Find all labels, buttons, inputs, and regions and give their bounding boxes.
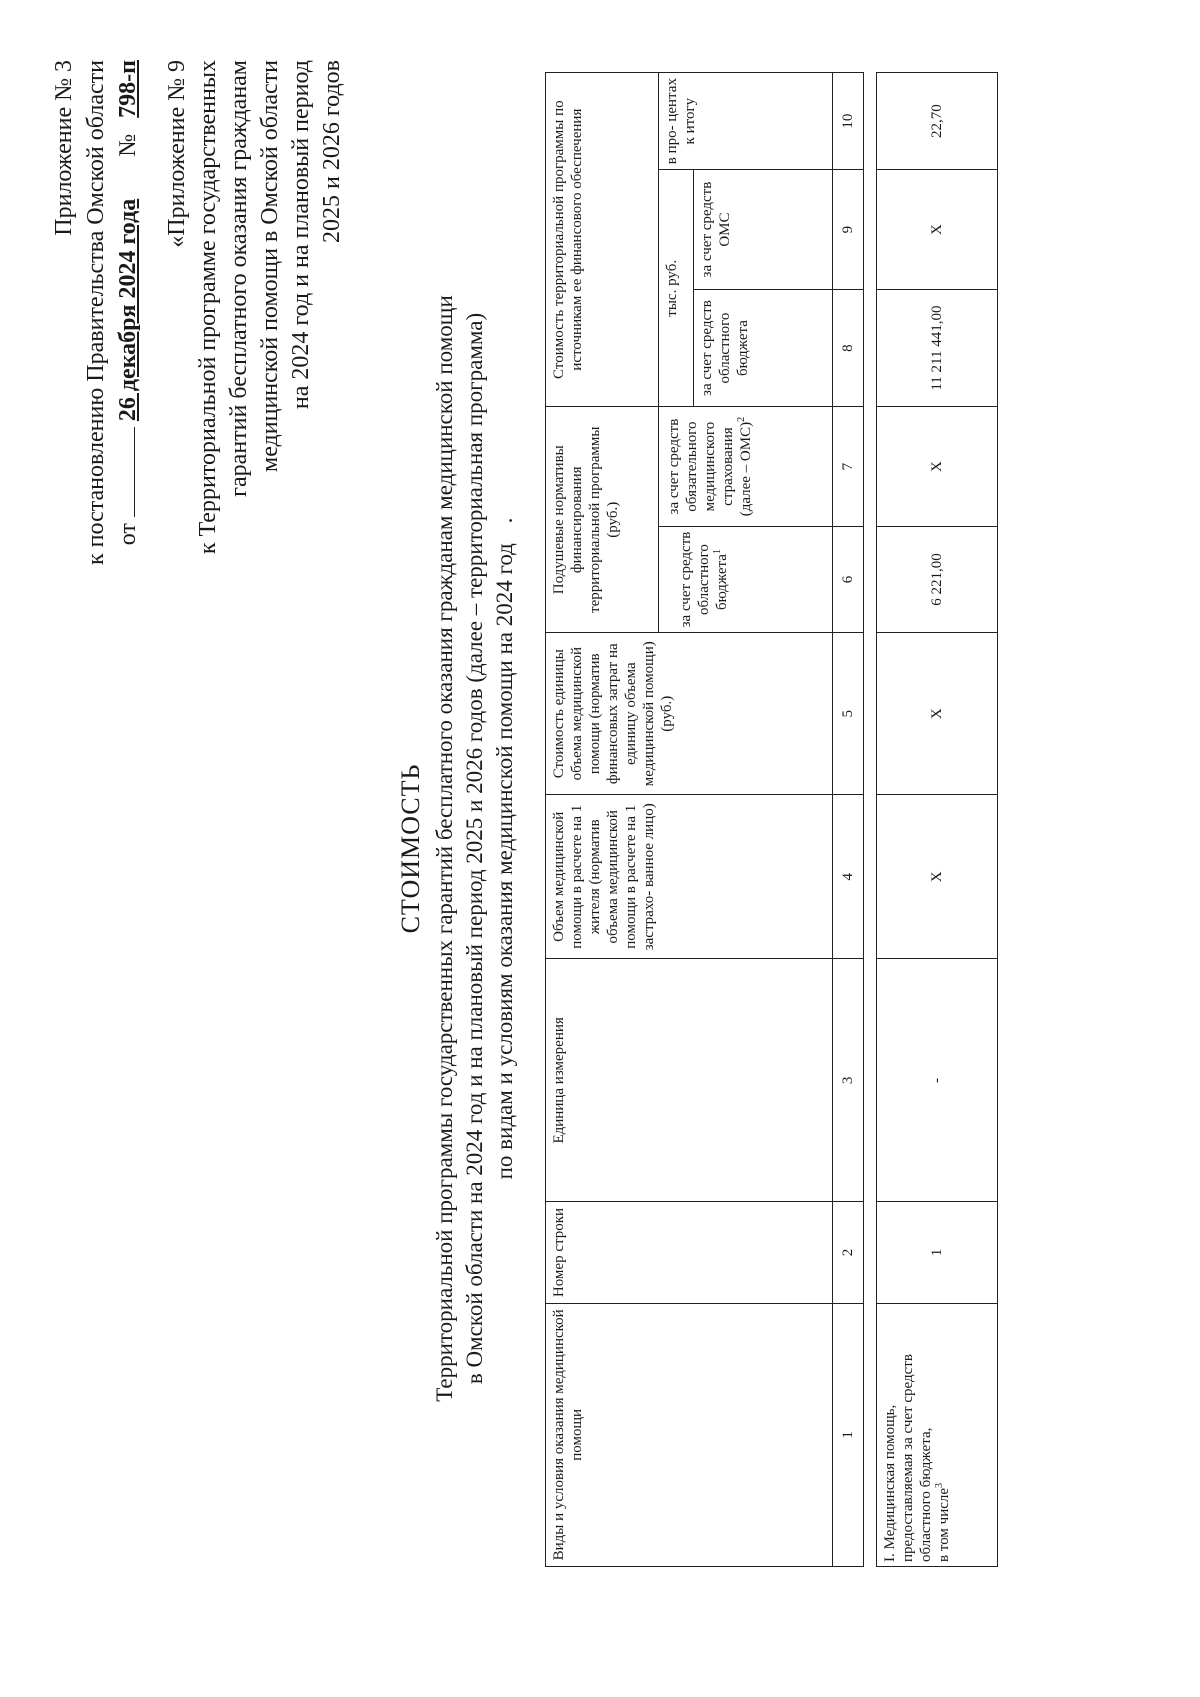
subtitle-line-1: Территориальной программы государственных гарантий бесплатного оказания гражданам медицинской помощи bbox=[432, 295, 457, 1402]
gap-cell bbox=[864, 289, 877, 406]
header-percent: в про- центах к итогу bbox=[659, 73, 833, 170]
prev-appendix-label: «Приложение № 9 bbox=[164, 60, 190, 248]
program-line-2: гарантий бесплатного оказания гражданам bbox=[226, 60, 252, 497]
subtitle-line-2: в Омской области на 2024 год и на плановый период 2025 и 2026 годов (далее – территориальная программа) bbox=[462, 312, 487, 1385]
header-unit: Единица измерения bbox=[546, 959, 833, 1202]
footnote-2-mark: 2 bbox=[736, 416, 747, 422]
cost-table bbox=[545, 72, 998, 1567]
document-subtitle bbox=[430, 0, 520, 1697]
col-number-3: 3 bbox=[833, 959, 864, 1202]
row-unit-cost: Х bbox=[877, 633, 998, 795]
row-line-number: 1 bbox=[877, 1202, 998, 1303]
program-line-3: медицинской помощи в Омской области bbox=[257, 60, 283, 472]
header-per-capita-budget bbox=[659, 526, 833, 632]
header-per-capita-budget-text: за счет средств областного бюджета bbox=[678, 531, 730, 628]
col-number-6: 6 bbox=[833, 526, 864, 632]
header-per-capita-group: Подушевые нормативы финансирования территориальной программы (руб.) bbox=[546, 407, 659, 633]
header-line-number: Номер строки bbox=[546, 1202, 833, 1303]
header-per-capita-oms bbox=[659, 407, 833, 527]
header-kinds: Виды и условия оказания медицинской помощи bbox=[546, 1303, 833, 1566]
row-volume: Х bbox=[877, 795, 998, 959]
col-number-10: 10 bbox=[833, 73, 864, 170]
gap-cell bbox=[864, 959, 877, 1202]
header-per-capita-oms-text: за счет средств обязательного медицинского страхования (далее – ОМС) bbox=[666, 418, 754, 517]
subtitle-line-3-wrap bbox=[490, 0, 520, 1697]
gap-cell bbox=[864, 73, 877, 170]
resolution-number: 798-п bbox=[115, 60, 141, 118]
program-line-5: 2025 и 2026 годов bbox=[319, 60, 345, 243]
header-block bbox=[48, 60, 144, 577]
gap-cell bbox=[864, 795, 877, 959]
subtitle-tail: . bbox=[492, 517, 517, 524]
col-number-5: 5 bbox=[833, 633, 864, 795]
row-unit: - bbox=[877, 959, 998, 1202]
col-number-8: 8 bbox=[833, 289, 864, 406]
header-unit-cost: Стоимость единицы объема медицинской помощи (норматив финансовых затрат на единицу объема медицинской помощи) (руб.) bbox=[546, 633, 833, 795]
document-title: СТОИМОСТЬ bbox=[396, 763, 425, 934]
from-label: от bbox=[115, 523, 141, 546]
number-label: № bbox=[115, 133, 141, 157]
header-cost-budget: за счет средств областного бюджета bbox=[694, 289, 833, 406]
gap-cell bbox=[864, 1202, 877, 1303]
gap-cell bbox=[864, 526, 877, 632]
col-number-2: 2 bbox=[833, 1202, 864, 1303]
gap-cell bbox=[864, 633, 877, 795]
resolution-date: 26 декабря 2024 года bbox=[115, 198, 141, 422]
header-cost-oms: за счет средств ОМС bbox=[694, 170, 833, 290]
column-number-row bbox=[833, 73, 864, 1567]
row-cost-budget: 11 211 441,00 bbox=[877, 289, 998, 406]
col-number-1: 1 bbox=[833, 1303, 864, 1566]
col-number-4: 4 bbox=[833, 795, 864, 959]
program-line-1: к Территориальной программе государственных bbox=[195, 60, 221, 555]
row-per-capita-oms: Х bbox=[877, 407, 998, 527]
resolution-label: к постановлению Правительства Омской области bbox=[83, 60, 109, 566]
table-gap-row bbox=[864, 73, 877, 1567]
row-cost-oms: Х bbox=[877, 170, 998, 290]
gap-cell bbox=[864, 170, 877, 290]
program-block bbox=[162, 60, 348, 554]
header-row-1 bbox=[546, 73, 659, 1567]
header-cost-group: Стоимость территориальной программы по источникам ее финансового обеспечения bbox=[546, 73, 659, 407]
col-number-9: 9 bbox=[833, 170, 864, 290]
footnote-1-mark: 1 bbox=[712, 549, 723, 555]
header-volume: Объем медицинской помощи в расчете на 1 жителя (норматив объема медицинской помощи в расчете на 1 застрахо- ванное лицо) bbox=[546, 795, 833, 959]
row-kind-name bbox=[877, 1303, 998, 1566]
header-thous-rub: тыс. руб. bbox=[659, 170, 694, 407]
footnote-3-mark: 3 bbox=[934, 1482, 945, 1488]
table-row bbox=[877, 73, 998, 1567]
row-kind-text: I. Медицинская помощь, предоставляемая за счет средств областного бюджета, bbox=[882, 1354, 934, 1562]
date-line bbox=[112, 60, 144, 577]
col-number-7: 7 bbox=[833, 407, 864, 527]
subtitle-line-3: по видам и условиям оказания медицинской помощи на 2024 год bbox=[492, 543, 517, 1180]
row-percent: 22,70 bbox=[877, 73, 998, 170]
gap-cell bbox=[864, 1303, 877, 1566]
program-line-4: на 2024 год и на плановый период bbox=[288, 60, 314, 410]
appendix-label: Приложение № 3 bbox=[51, 60, 77, 236]
row-kind-tail: в том числе bbox=[936, 1487, 952, 1562]
row-per-capita-budget: 6 221,00 bbox=[877, 526, 998, 632]
gap-cell bbox=[864, 407, 877, 527]
